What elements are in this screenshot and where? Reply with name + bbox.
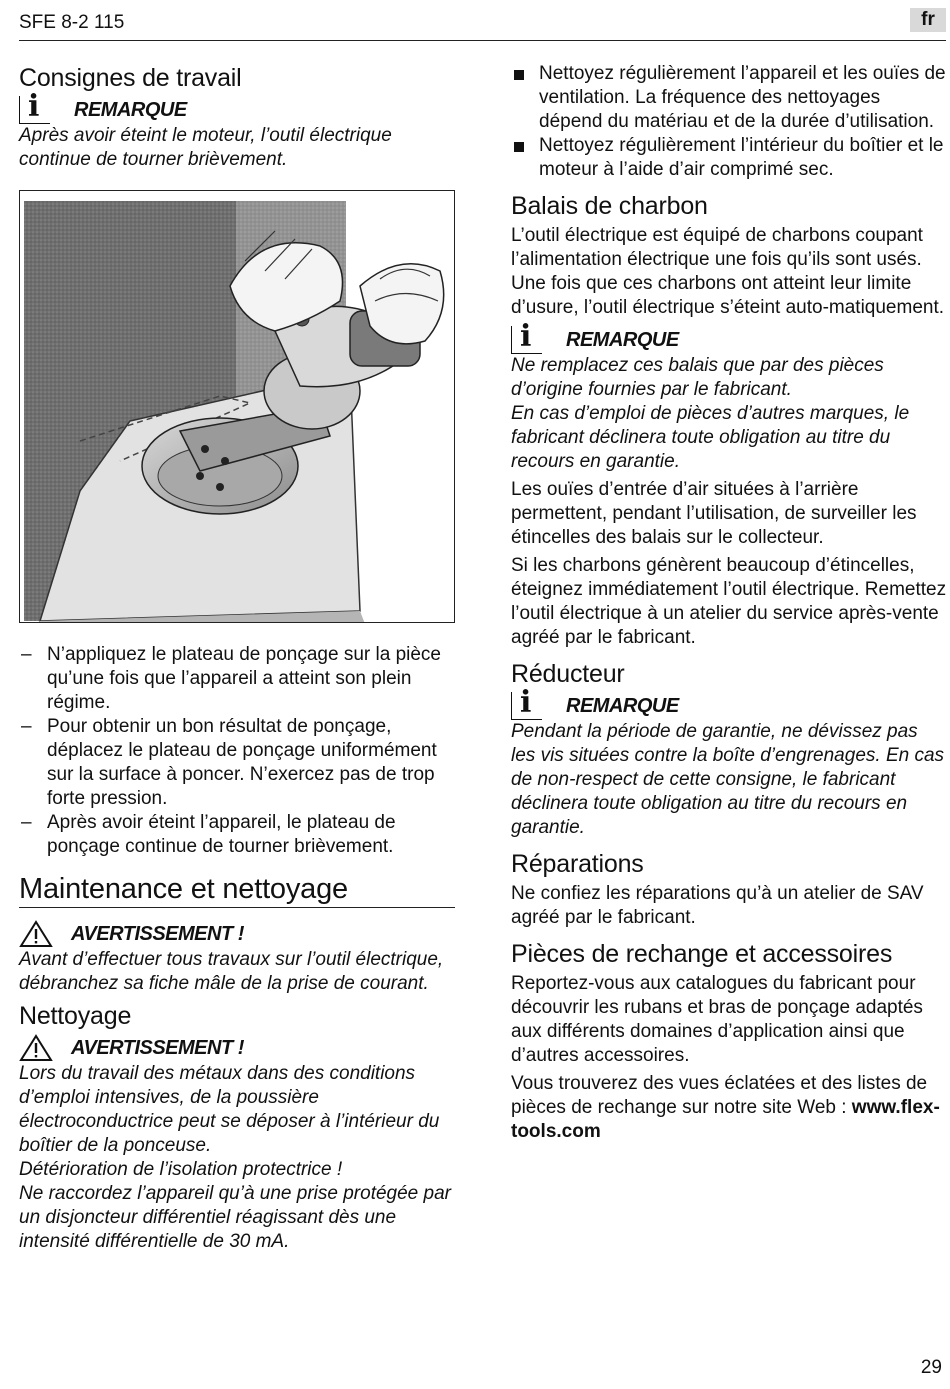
section-title-carbon-brushes: Balais de charbon bbox=[511, 192, 708, 220]
warning-text: Lors du travail des métaux dans des conditions d’emploi intensives, de la poussière électroconductrice peut se déposer à l’intérieur du boîtier de la ponceuse. bbox=[19, 1063, 440, 1156]
page-number: 29 bbox=[920, 1357, 942, 1378]
paragraph bbox=[511, 1072, 947, 1144]
warning-text: Avant d’effectuer tous travaux sur l’outil électrique, débranchez sa fiche mâle de la prise de courant. bbox=[19, 949, 444, 994]
page-header bbox=[19, 8, 946, 41]
warning-triangle-icon bbox=[19, 920, 53, 948]
note-label: REMARQUE bbox=[566, 328, 679, 351]
section-title-maintenance: Maintenance et nettoyage bbox=[19, 873, 455, 908]
note-label: REMARQUE bbox=[74, 98, 187, 121]
info-icon bbox=[511, 692, 542, 720]
list-item: Nettoyez régulièrement l’intérieur du boîtier et le moteur à l’aide d’air comprimé sec. bbox=[511, 134, 947, 182]
section-title-gearbox: Réducteur bbox=[511, 660, 625, 688]
section-title-work-instructions: Consignes de travail bbox=[19, 64, 242, 92]
paragraph: L’outil électrique est équipé de charbons coupant l’alimentation électrique une fois qu’ils sont usés. Une fois que ces charbons ont atteint leur limite d’usure, l’outil électrique s’éteint auto-matiquement. bbox=[511, 225, 945, 318]
info-icon bbox=[511, 326, 542, 354]
paragraph: Les ouïes d’entrée d’air situées à l’arrière permettent, pendant l’utilisation, de surveiller les étincelles des balais sur le collecteur. bbox=[511, 479, 917, 548]
warning-label: AVERTISSEMENT ! bbox=[71, 922, 244, 945]
note-label: REMARQUE bbox=[566, 694, 679, 717]
section-title-cleaning: Nettoyage bbox=[19, 1002, 132, 1030]
language-badge: fr bbox=[910, 8, 946, 32]
section-title-spare-parts: Pièces de rechange et accessoires bbox=[511, 940, 893, 968]
warning-triangle-icon bbox=[19, 1034, 53, 1062]
paragraph: Reportez-vous aux catalogues du fabricant pour découvrir les rubans et bras de ponçage adaptés aux différents domaines d’application ainsi que d’autres accessoires. bbox=[511, 973, 923, 1066]
list-item: – Après avoir éteint l’appareil, le plateau de ponçage continue de tourner brièvement. bbox=[19, 811, 455, 859]
list-item: – N’appliquez le plateau de ponçage sur la pièce qu’une fois que l’appareil a atteint son plein régime. bbox=[19, 643, 455, 715]
section-title-repairs: Réparations bbox=[511, 850, 644, 878]
note-text: Après avoir éteint le moteur, l’outil électrique continue de tourner brièvement. bbox=[19, 125, 392, 170]
note-text: Pendant la période de garantie, ne dévissez pas les vis situées contre la boîte d’engrenages. En cas de non-respect de cette consigne, le fabricant déclinera toute obligation au titre du recours en garantie. bbox=[511, 721, 945, 838]
instruction-list bbox=[19, 643, 455, 859]
cleaning-list bbox=[511, 62, 947, 182]
list-item: – Pour obtenir un bon résultat de ponçage, déplacez le plateau de ponçage uniformément sur la surface à poncer. N’exercez pas de trop forte pression. bbox=[19, 715, 455, 811]
paragraph-text: Vous trouverez des vues éclatées et des listes de pièces de rechange sur notre site Web : bbox=[511, 1073, 928, 1118]
note-heading bbox=[19, 96, 455, 124]
website-link[interactable]: www.flex-tools.com bbox=[511, 1097, 940, 1142]
paragraph: Ne confiez les réparations qu’à un atelier de SAV agréé par le fabricant. bbox=[511, 883, 924, 928]
model-name: SFE 8-2 115 bbox=[19, 12, 125, 33]
note-heading bbox=[511, 692, 947, 720]
warning-heading bbox=[19, 1034, 455, 1062]
note-text: Ne remplacez ces balais que par des pièces d’origine fournies par le fabricant. bbox=[511, 355, 884, 400]
note-text: En cas d’emploi de pièces d’autres marques, le fabricant déclinera toute obligation au titre du recours en garantie. bbox=[511, 403, 910, 472]
sander-illustration bbox=[19, 190, 455, 623]
right-column bbox=[511, 62, 947, 1144]
warning-heading bbox=[19, 920, 455, 948]
paragraph: Si les charbons génèrent beaucoup d’étincelles, éteignez immédiatement l’outil électrique. Remettez l’outil électrique à un atelier du service après-vente agréé par le fabricant. bbox=[511, 555, 947, 648]
left-column bbox=[19, 62, 455, 1254]
sander-drawing bbox=[20, 191, 455, 623]
info-icon bbox=[19, 96, 50, 124]
list-item: Nettoyez régulièrement l’appareil et les ouïes de ventilation. La fréquence des nettoyages dépend du matériau et de la durée d’utilisation. bbox=[511, 62, 947, 134]
note-heading bbox=[511, 326, 947, 354]
warning-label: AVERTISSEMENT ! bbox=[71, 1036, 244, 1059]
warning-text: Ne raccordez l’appareil qu’à une prise protégée par un disjoncteur différentiel réagissant dès une intensité différentielle de 30 mA. bbox=[19, 1183, 451, 1252]
warning-text: Détérioration de l’isolation protectrice ! bbox=[19, 1159, 343, 1180]
